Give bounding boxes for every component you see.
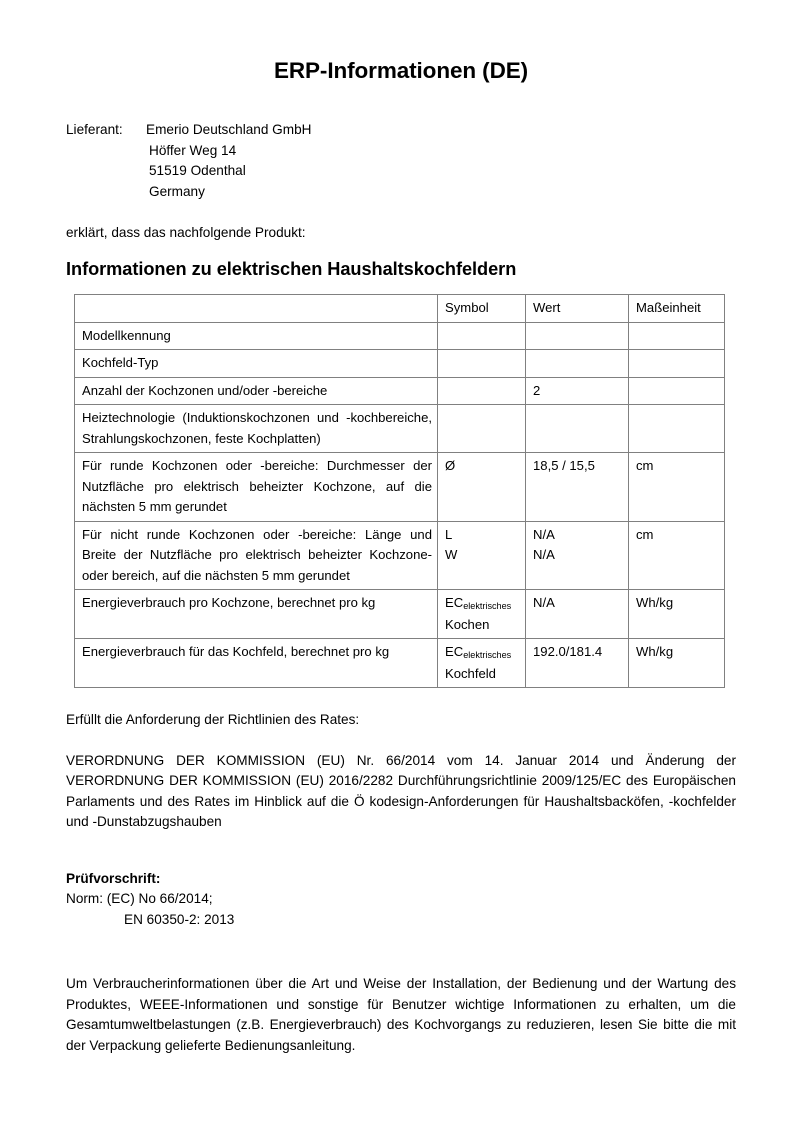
- cell-value: [526, 350, 629, 378]
- column-header-value: Wert: [526, 295, 629, 323]
- cell-description: Heiztechnologie (Induktionskochzonen und -kochbereiche, Strahlungskochzonen, feste Kochplatten): [75, 405, 438, 453]
- column-header-symbol: Symbol: [438, 295, 526, 323]
- cell-symbol: [438, 377, 526, 405]
- symbol-diameter: Ø: [445, 458, 456, 473]
- value-width: N/A: [533, 547, 555, 562]
- column-header-unit: Maßeinheit: [629, 295, 725, 323]
- cell-symbol: [438, 521, 526, 590]
- cell-description: Modellkennung: [75, 322, 438, 350]
- test-specification-norm-1: Norm: (EC) No 66/2014;: [66, 891, 213, 906]
- symbol-ec: EC: [445, 595, 464, 610]
- supplier-company: Emerio Deutschland GmbH: [146, 122, 312, 137]
- supplier-city: 51519 Odenthal: [149, 163, 246, 178]
- cell-symbol: [438, 322, 526, 350]
- cell-value: 18,5 / 15,5: [526, 453, 629, 522]
- erp-table-container: [0, 280, 802, 688]
- cell-value: [526, 405, 629, 453]
- symbol-ec-line2: Kochen: [445, 616, 490, 632]
- symbol-ec: EC: [445, 644, 464, 659]
- cell-description: Energieverbrauch für das Kochfeld, berechnet pro kg: [75, 639, 438, 688]
- symbol-length: L: [445, 526, 453, 542]
- table-row: [75, 377, 725, 405]
- cell-unit: cm: [629, 521, 725, 590]
- cell-value: N/A: [526, 590, 629, 639]
- value-length: N/A: [533, 526, 555, 542]
- cell-unit: [629, 405, 725, 453]
- cell-description: Für nicht runde Kochzonen oder -bereiche: Länge und Breite der Nutzfläche pro elektrisch beheizter Kochzone- oder bereich, auf die nächsten 5 mm gerundet: [75, 521, 438, 590]
- cell-description: Energieverbrauch pro Kochzone, berechnet pro kg: [75, 590, 438, 639]
- cell-unit: [629, 350, 725, 378]
- table-row: [75, 453, 725, 522]
- cell-symbol: [438, 453, 526, 522]
- cell-symbol: [438, 405, 526, 453]
- cell-unit: Wh/kg: [629, 590, 725, 639]
- cell-description: Kochfeld-Typ: [75, 350, 438, 378]
- cell-unit: [629, 377, 725, 405]
- cell-value: [526, 521, 629, 590]
- supplier-label: Lieferant:: [66, 122, 123, 137]
- test-specification-block: [0, 869, 802, 931]
- compliance-intro: Erfüllt die Anforderung der Richtlinien des Rates:: [66, 712, 360, 727]
- test-specification-heading: Prüfvorschrift:: [66, 870, 161, 886]
- cell-description: Anzahl der Kochzonen und/oder -bereiche: [75, 377, 438, 405]
- column-header-description: [75, 295, 438, 323]
- cell-description: Für runde Kochzonen oder -bereiche: Durchmesser der Nutzfläche pro elektrisch beheizter Kochzone, auf die nächsten 5 mm gerundet: [75, 453, 438, 522]
- declaration-text: erklärt, dass das nachfolgende Produkt:: [66, 225, 306, 240]
- cell-symbol: [438, 350, 526, 378]
- cell-value: 192.0/181.4: [526, 639, 629, 688]
- test-specification-norm-2: EN 60350-2: 2013: [124, 911, 235, 927]
- supplier-street: Höffer Weg 14: [149, 142, 237, 158]
- supplier-country: Germany: [149, 183, 205, 199]
- cell-unit: Wh/kg: [629, 639, 725, 688]
- table-row: [75, 322, 725, 350]
- supplier-address: [146, 120, 802, 202]
- section-heading: Informationen zu elektrischen Haushaltskochfeldern: [66, 259, 517, 279]
- symbol-ec-subscript: elektrisches: [463, 601, 512, 611]
- symbol-ec-line2: Kochfeld: [445, 665, 496, 681]
- symbol-ec-subscript: elektrisches: [463, 650, 512, 660]
- supplier-block: [0, 120, 802, 202]
- table-row: [75, 405, 725, 453]
- page-title: ERP-Informationen (DE): [273, 58, 529, 83]
- consumer-information: Um Verbraucherinformationen über die Art und Weise der Installation, der Bedienung und der Wartung des Produktes, WEEE-Informationen und sonstige für Benutzer wichtige Informationen zu erhalten, um die Gesamtumweltbelastungen (z.B. Energieverbrauch) des Kochvorgangs zu reduzieren, lesen Sie bitte die mit der Verpackung gelieferte Bedienungsanleitung.: [66, 976, 736, 1053]
- symbol-width: W: [445, 547, 458, 562]
- table-row: [75, 350, 725, 378]
- cell-unit: [629, 322, 725, 350]
- table-row: [75, 639, 725, 688]
- cell-value: [526, 322, 629, 350]
- erp-data-table: [74, 294, 725, 688]
- cell-symbol: [438, 590, 526, 639]
- compliance-regulation: VERORDNUNG DER KOMMISSION (EU) Nr. 66/2014 vom 14. Januar 2014 und Änderung der VERORDNUNG DER KOMMISSION (EU) 2016/2282 Durchführungsrichtlinie 2009/125/EC des Europäischen Parlaments und des Rates im Hinblick auf die Ö kodesign-Anforderungen für Haushaltsbacköfen, -kochfelder und -Dunstabzugshauben: [66, 752, 736, 829]
- table-header-row: [75, 295, 725, 323]
- table-row: [75, 521, 725, 590]
- cell-symbol: [438, 639, 526, 688]
- cell-unit: cm: [629, 453, 725, 522]
- table-row: [75, 590, 725, 639]
- cell-value: 2: [526, 377, 629, 405]
